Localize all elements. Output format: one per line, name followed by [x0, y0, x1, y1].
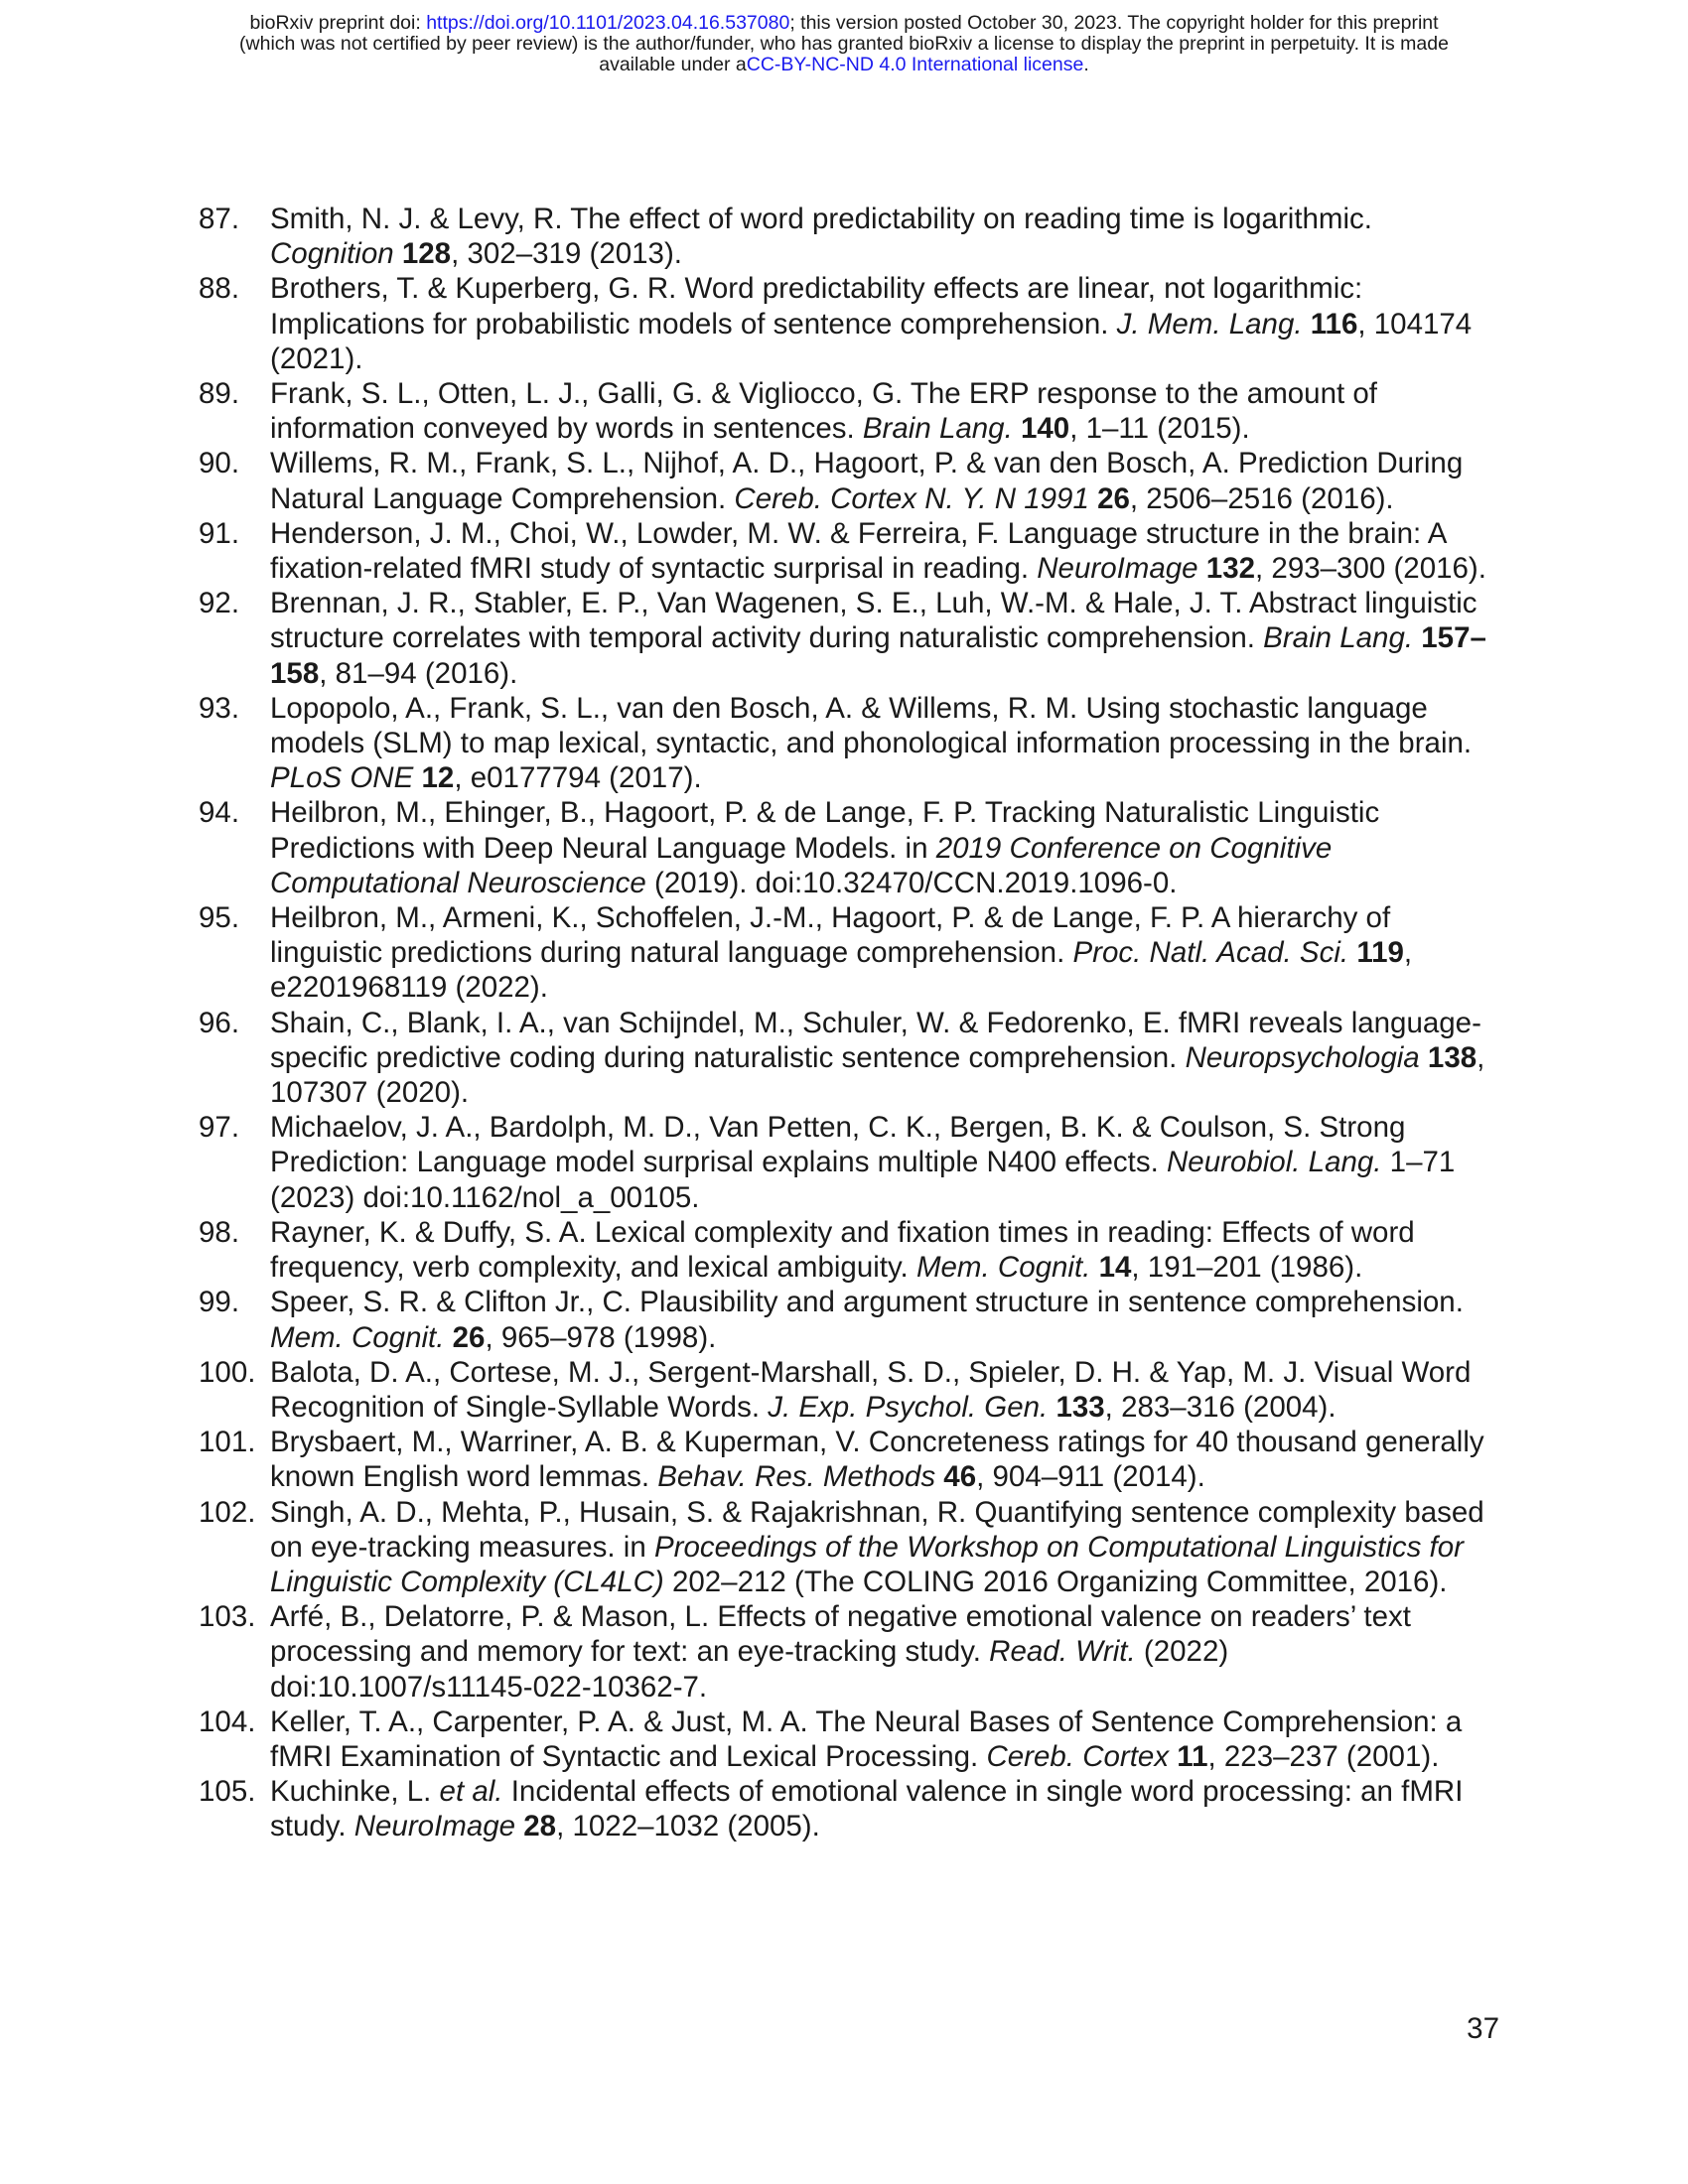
- reference-segment: [1420, 1041, 1428, 1074]
- reference-segment: , e2201968119 (2022).: [270, 936, 1413, 1005]
- volume-number: 138: [1427, 1040, 1477, 1074]
- volume-number: 140: [1020, 412, 1070, 446]
- reference-text: [270, 1425, 1489, 1494]
- reference-item: [199, 586, 1489, 691]
- reference-segment: , 904–911 (2014).: [976, 1460, 1205, 1494]
- reference-number: 92.: [199, 587, 240, 620]
- journal-title: Brain Lang.: [862, 412, 1013, 446]
- reference-text: [270, 1110, 1489, 1215]
- reference-item: [199, 1110, 1489, 1215]
- reference-text: [270, 1774, 1489, 1843]
- preprint-header: [0, 13, 1688, 75]
- journal-title: Brain Lang.: [1263, 621, 1414, 655]
- journal-title: Cereb. Cortex N. Y. N 1991: [734, 481, 1089, 515]
- reference-number: 95.: [199, 901, 240, 935]
- reference-segment: Rayner, K. & Duffy, S. A. Lexical complexity and fixation times in reading: Effects of word frequency, verb complexity, and lexical ambiguity.: [270, 1215, 1415, 1285]
- reference-text: [270, 271, 1489, 376]
- reference-text: [270, 376, 1489, 446]
- reference-segment: Keller, T. A., Carpenter, P. A. & Just, M. A. The Neural Bases of Sentence Comprehension: a fMRI Examination of Syntactic and Lexical Processing.: [270, 1705, 1463, 1773]
- journal-title: PLoS ONE: [270, 761, 414, 795]
- reference-text: [270, 516, 1489, 586]
- journal-title: Mem. Cognit.: [270, 1320, 445, 1354]
- journal-title: Proceedings of the Workshop on Computational Linguistics for Linguistic Complexity (CL4LC): [270, 1530, 1464, 1598]
- reference-text: [270, 1495, 1489, 1600]
- volume-number: 157–158: [270, 621, 1486, 690]
- reference-item: [199, 1355, 1489, 1425]
- volume-number: 46: [943, 1460, 977, 1494]
- journal-title: Mem. Cognit.: [915, 1251, 1091, 1285]
- journal-title: J. Mem. Lang.: [1116, 307, 1303, 341]
- reference-segment: Incidental effects of emotional valence in single word processing: an fMRI study.: [270, 1775, 1464, 1843]
- volume-number: 133: [1055, 1390, 1105, 1424]
- reference-item: [199, 446, 1489, 515]
- reference-item: [199, 376, 1489, 446]
- reference-number: 105.: [199, 1775, 256, 1809]
- header-prefix: bioRxiv preprint doi:: [249, 12, 427, 34]
- reference-segment: [1090, 1251, 1098, 1284]
- reference-segment: Singh, A. D., Mehta, P., Husain, S. & Rajakrishnan, R. Quantifying sentence complexity based on eye-tracking measures. in: [270, 1495, 1484, 1564]
- reference-segment: , e0177794 (2017).: [454, 761, 702, 795]
- reference-segment: [413, 761, 421, 794]
- journal-title: Neuropsychologia: [1185, 1040, 1420, 1074]
- reference-segment: Heilbron, M., Armeni, K., Schoffelen, J.-M., Hagoort, P. & de Lange, F. P. A hierarchy of linguistic predictions during natural language comprehension.: [270, 901, 1391, 970]
- reference-segment: , 293–300 (2016).: [1255, 552, 1486, 586]
- reference-number: 88.: [199, 272, 240, 306]
- volume-number: 128: [401, 237, 452, 271]
- reference-segment: Kuchinke, L.: [270, 1775, 440, 1809]
- reference-segment: Henderson, J. M., Choi, W., Lowder, M. W. & Ferreira, F. Language structure in the brain: A fixation-related fMRI study of syntactic surprisal in reading.: [270, 516, 1446, 586]
- reference-item: [199, 1774, 1489, 1843]
- reference-number: 103.: [199, 1600, 256, 1634]
- volume-number: 119: [1356, 936, 1404, 970]
- reference-item: [199, 1215, 1489, 1285]
- reference-segment: , 2506–2516 (2016).: [1129, 481, 1394, 515]
- header-posted-text: ; this version posted October 30, 2023. The copyright holder for this preprint: [789, 12, 1439, 34]
- reference-segment: , 1–11 (2015).: [1069, 412, 1250, 446]
- reference-text: [270, 795, 1489, 900]
- reference-text: [270, 900, 1489, 1006]
- reference-number: 89.: [199, 377, 240, 411]
- reference-segment: [394, 237, 402, 270]
- journal-title: Read. Writ.: [989, 1635, 1136, 1669]
- header-line-1: [0, 13, 1688, 34]
- reference-number: 90.: [199, 447, 240, 480]
- reference-item: [199, 516, 1489, 586]
- doi-link[interactable]: https://doi.org/10.1101/2023.04.16.537080: [426, 12, 790, 34]
- reference-segment: Frank, S. L., Otten, L. J., Galli, G. & Vigliocco, G. The ERP response to the amount of information conveyed by words in sentences.: [270, 377, 1377, 446]
- reference-text: [270, 1705, 1489, 1774]
- reference-item: [199, 1599, 1489, 1705]
- reference-segment: (2019). doi:10.32470/CCN.2019.1096-0.: [645, 866, 1178, 899]
- reference-number: 100.: [199, 1355, 256, 1389]
- reference-item: [199, 271, 1489, 376]
- reference-segment: , 81–94 (2016).: [319, 656, 518, 690]
- reference-segment: (2022) doi:10.1007/s11145-022-10362-7.: [270, 1635, 1229, 1704]
- volume-number: 116: [1310, 307, 1358, 341]
- reference-text: [270, 1355, 1489, 1425]
- reference-segment: Shain, C., Blank, I. A., van Schijndel, M., Schuler, W. & Fedorenko, E. fMRI reveals language-specific predictive coding during naturalistic sentence comprehension.: [270, 1006, 1481, 1074]
- reference-segment: Balota, D. A., Cortese, M. J., Sergent-Marshall, S. D., Spieler, D. H. & Yap, M. J. Visual Word Recognition of Single-Syllable Words.: [270, 1355, 1472, 1424]
- reference-text: [270, 1215, 1489, 1285]
- reference-segment: Speer, S. R. & Clifton Jr., C. Plausibility and argument structure in sentence comprehension.: [270, 1286, 1464, 1319]
- reference-item: [199, 1495, 1489, 1600]
- volume-number: 11: [1177, 1739, 1208, 1773]
- reference-item: [199, 1705, 1489, 1774]
- reference-number: 91.: [199, 516, 240, 550]
- reference-segment: Heilbron, M., Ehinger, B., Hagoort, P. & de Lange, F. P. Tracking Naturalistic Linguistic Predictions with Deep Neural Language Models. in: [270, 796, 1380, 865]
- reference-segment: , 965–978 (1998).: [485, 1320, 717, 1354]
- journal-title: 2019 Conference on Cognitive Computational Neuroscience: [270, 831, 1333, 899]
- reference-item: [199, 1285, 1489, 1354]
- header-line-2: (which was not certified by peer review) is the author/funder, who has granted bioRxiv a license to display the preprint in perpetuity. It is made: [239, 33, 1449, 55]
- reference-item: [199, 1006, 1489, 1111]
- reference-number: 104.: [199, 1705, 256, 1738]
- reference-text: [270, 446, 1489, 515]
- journal-title: Proc. Natl. Acad. Sci.: [1072, 936, 1349, 970]
- reference-segment: 1–71 (2023) doi:10.1162/nol_a_00105.: [270, 1146, 1456, 1214]
- reference-text: [270, 202, 1489, 271]
- reference-segment: , 223–237 (2001).: [1207, 1739, 1440, 1773]
- reference-item: [199, 691, 1489, 796]
- reference-number: 101.: [199, 1426, 256, 1459]
- reference-segment: Willems, R. M., Frank, S. L., Nijhof, A. D., Hagoort, P. & van den Bosch, A. Prediction During Natural Language Comprehension.: [270, 447, 1464, 515]
- reference-text: [270, 691, 1489, 796]
- reference-segment: [1198, 552, 1206, 585]
- reference-item: [199, 900, 1489, 1006]
- reference-item: [199, 1425, 1489, 1494]
- reference-segment: Brennan, J. R., Stabler, E. P., Van Wagenen, S. E., Luh, W.-M. & Hale, J. T. Abstract linguistic structure correlates with temporal activity during naturalistic comprehension.: [270, 587, 1477, 655]
- reference-number: 102.: [199, 1495, 256, 1529]
- reference-number: 96.: [199, 1006, 240, 1039]
- page-number: 37: [1467, 2012, 1499, 2045]
- reference-segment: [444, 1321, 452, 1354]
- journal-title: Cereb. Cortex: [986, 1739, 1170, 1773]
- reference-number: 93.: [199, 691, 240, 725]
- reference-text: [270, 1599, 1489, 1705]
- reference-list: [199, 202, 1489, 1844]
- journal-title: Behav. Res. Methods: [657, 1460, 936, 1494]
- journal-title: NeuroImage: [1037, 552, 1198, 586]
- reference-segment: , 283–316 (2004).: [1104, 1390, 1336, 1424]
- reference-segment: , 302–319 (2013).: [451, 237, 682, 271]
- reference-item: [199, 795, 1489, 900]
- reference-text: [270, 586, 1489, 691]
- reference-item: [199, 202, 1489, 271]
- reference-segment: 202–212 (The COLING 2016 Organizing Committee, 2016).: [663, 1565, 1448, 1598]
- reference-number: 87.: [199, 203, 240, 235]
- reference-number: 94.: [199, 796, 240, 830]
- license-suffix: .: [1083, 54, 1089, 75]
- reference-segment: Lopopolo, A., Frank, S. L., van den Bosch, A. & Willems, R. M. Using stochastic language models (SLM) to map lexical, syntactic, and phonological information processing in the brain.: [270, 691, 1473, 760]
- volume-number: 132: [1205, 552, 1256, 586]
- reference-text: [270, 1285, 1489, 1354]
- reference-segment: [1013, 412, 1021, 445]
- license-link[interactable]: CC-BY-NC-ND 4.0 International license: [746, 54, 1084, 75]
- volume-number: 28: [523, 1810, 557, 1843]
- journal-title: Neurobiol. Lang.: [1167, 1146, 1382, 1179]
- journal-title: NeuroImage: [353, 1810, 516, 1843]
- reference-segment: Arfé, B., Delatorre, P. & Mason, L. Effects of negative emotional valence on readers’ text processing and memory for text: an eye-tracking study.: [270, 1600, 1411, 1669]
- reference-segment: Brothers, T. & Kuperberg, G. R. Word predictability effects are linear, not logarithmic: Implications for probabilistic models of sentence comprehension.: [270, 272, 1363, 341]
- reference-number: 99.: [199, 1286, 240, 1319]
- journal-title: et al.: [439, 1775, 503, 1809]
- reference-segment: [1303, 308, 1311, 341]
- reference-segment: Brysbaert, M., Warriner, A. B. & Kuperman, V. Concreteness ratings for 40 thousand generally known English word lemmas.: [270, 1426, 1484, 1494]
- reference-segment: , 191–201 (1986).: [1131, 1251, 1363, 1285]
- reference-number: 98.: [199, 1215, 240, 1249]
- reference-segment: , 104174 (2021).: [270, 307, 1473, 375]
- volume-number: 14: [1098, 1251, 1132, 1285]
- volume-number: 26: [1097, 481, 1130, 515]
- volume-number: 26: [452, 1320, 486, 1354]
- reference-text: [270, 1006, 1489, 1111]
- reference-segment: Smith, N. J. & Levy, R. The effect of word predictability on reading time is logarithmic.: [270, 203, 1372, 235]
- reference-segment: Michaelov, J. A., Bardolph, M. D., Van Petten, C. K., Bergen, B. K. & Coulson, S. Strong Prediction: Language model surprisal explains multiple N400 effects.: [270, 1111, 1406, 1179]
- reference-segment: [1089, 482, 1097, 515]
- reference-number: 97.: [199, 1111, 240, 1145]
- reference-segment: , 1022–1032 (2005).: [556, 1810, 820, 1843]
- volume-number: 12: [421, 761, 455, 795]
- journal-title: J. Exp. Psychol. Gen.: [768, 1390, 1049, 1424]
- header-line-3: [0, 55, 1688, 75]
- reference-segment: , 107307 (2020).: [270, 1040, 1485, 1110]
- license-prefix: available under a: [599, 54, 747, 75]
- journal-title: Cognition: [270, 237, 394, 271]
